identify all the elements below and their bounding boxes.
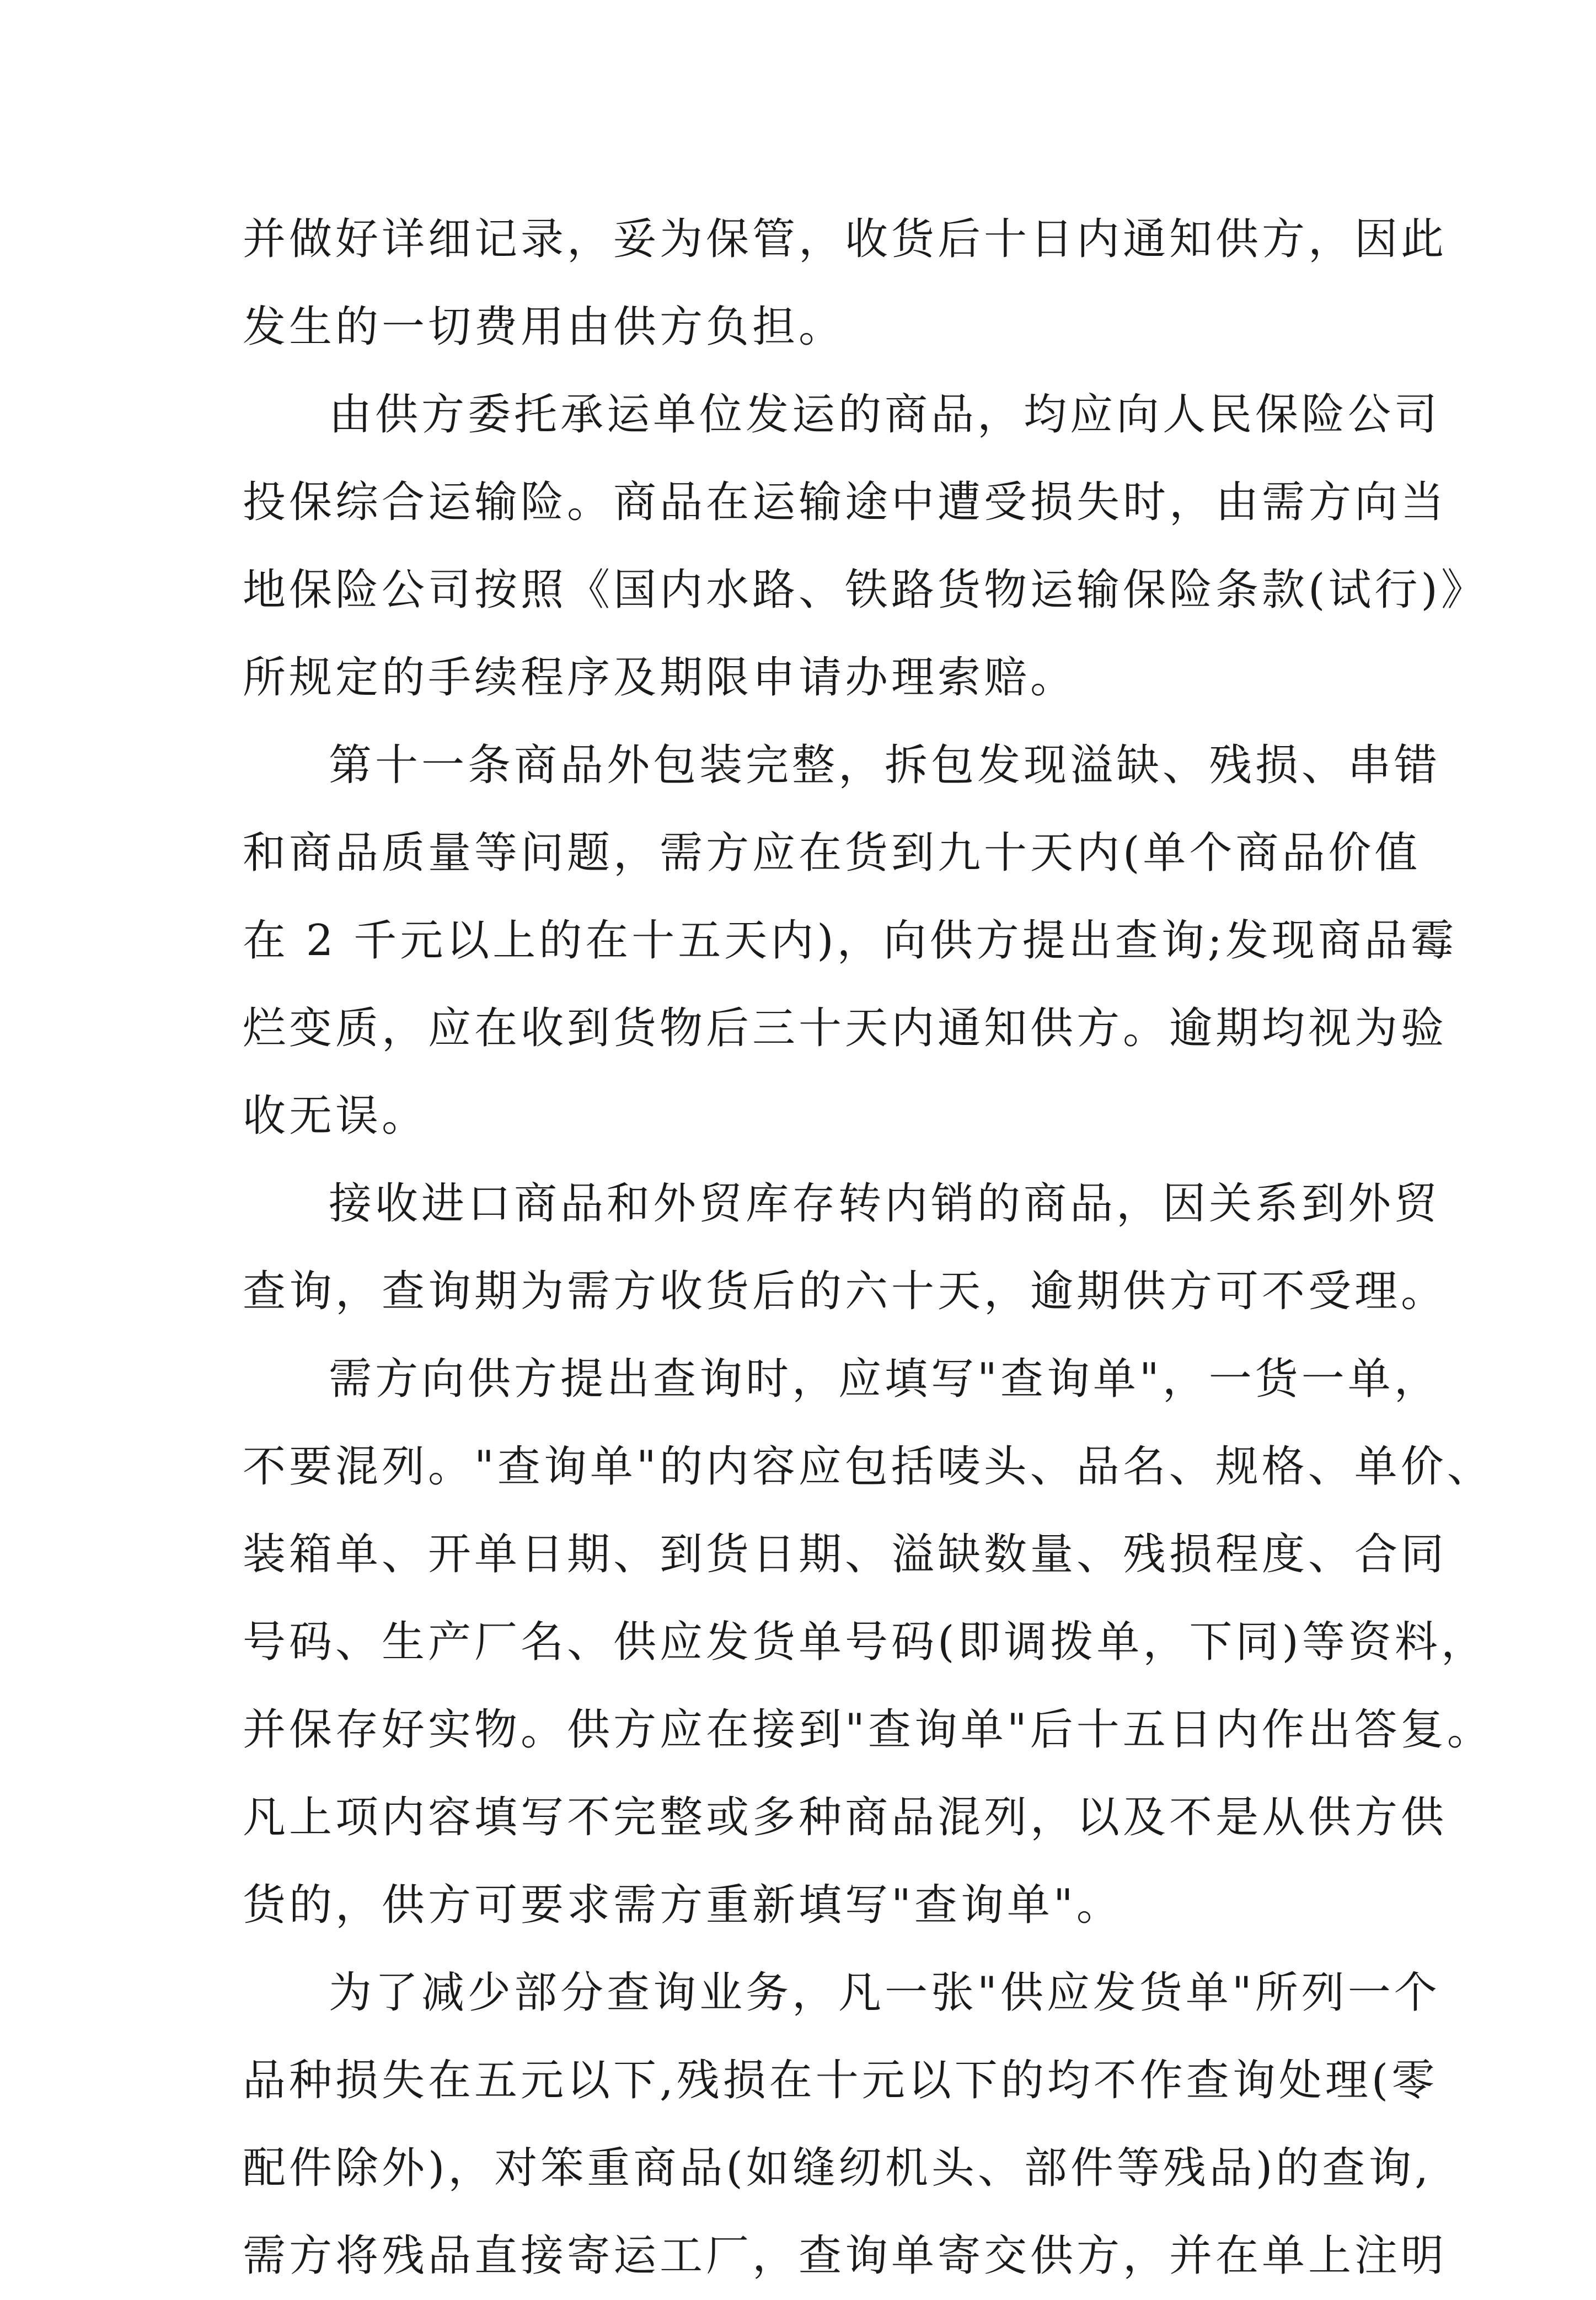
text-line: 由供方委托承运单位发运的商品，均应向人民保险公司 <box>329 390 1441 439</box>
text-line: 烂变质，应在收到货物后三十天内通知供方。逾期均视为验 <box>243 1004 1448 1053</box>
text-line: 接收进口商品和外贸库存转内销的商品，因关系到外贸 <box>329 1179 1441 1229</box>
text-line: 品种损失在五元以下,残损在十元以下的均不作查询处理(零 <box>243 2056 1438 2105</box>
text-line: 和商品质量等问题，需方应在货到九十天内(单个商品价值 <box>243 828 1421 878</box>
text-line: 所规定的手续程序及期限申请办理索赔。 <box>243 653 1077 703</box>
text-line: 不要混列。"查询单"的内容应包括唛头、品名、规格、单价、 <box>243 1442 1493 1492</box>
text-line: 凡上项内容填写不完整或多种商品混列，以及不是从供方供 <box>243 1793 1448 1842</box>
text-line: 地保险公司按照《国内水路、铁路货物运输保险条款(试行)》 <box>243 565 1487 615</box>
text-line: 配件除外)，对笨重商品(如缝纫机头、部件等残品)的查询, <box>243 2143 1432 2193</box>
text-line: 需方向供方提出查询时，应填写"查询单"，一货一单， <box>329 1354 1440 1404</box>
text-line: 货的，供方可要求需方重新填写"查询单"。 <box>243 1880 1123 1930</box>
text-line: 投保综合运输险。商品在运输途中遭受损失时，由需方向当 <box>243 478 1448 527</box>
text-line: 在 2 千元以上的在十五天内)，向供方提出查询;发现商品霉 <box>243 916 1457 966</box>
text-line: 需方将残品直接寄运工厂，查询单寄交供方，并在单上注明 <box>243 2231 1448 2281</box>
text-line: 收无误。 <box>243 1091 429 1141</box>
document-body <box>243 196 1493 2300</box>
text-line: 并保存好实物。供方应在接到"查询单"后十五日内作出答复。 <box>243 1705 1493 1755</box>
text-line: 为了减少部分查询业务，凡一张"供应发货单"所列一个 <box>329 1968 1440 2018</box>
text-line: 查询，查询期为需方收货后的六十天，逾期供方可不受理。 <box>243 1267 1448 1316</box>
text-line: 装箱单、开单日期、到货日期、溢缺数量、残损程度、合同 <box>243 1530 1448 1579</box>
text-line: 第十一条商品外包装完整，拆包发现溢缺、残损、串错 <box>329 741 1441 790</box>
text-line: 发生的一切费用由供方负担。 <box>243 302 845 352</box>
text-line: 号码、生产厂名、供应发货单号码(即调拨单，下同)等资料， <box>243 1617 1487 1667</box>
text-line: 并做好详细记录，妥为保管，收货后十日内通知供方，因此 <box>243 215 1448 264</box>
